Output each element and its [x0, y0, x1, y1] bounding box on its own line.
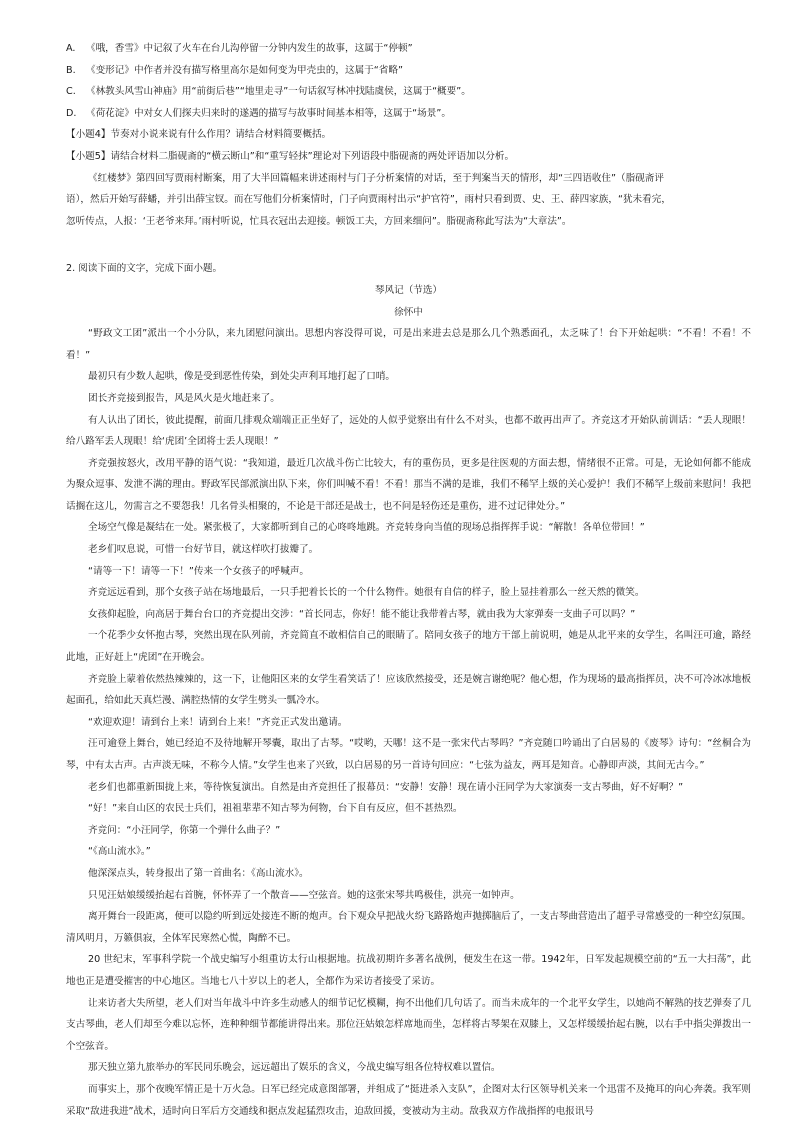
paragraph: 离开舞台一段距离，便可以隐约听到远处接连不断的炮声。台下观众早把战火纷飞路路炮声抛掷脑后了，一支古琴曲营造出了超乎寻常感受的一种空幻氛围。清风明月，万籁俱寂，全体军民寒然心慌，陶醉不已。: [66, 911, 751, 944]
paragraph: 齐竞强按怒火，改用平静的语气说：“我知道，最近几次战斗伤亡比较大，有的重伤员，更多是往医观的方面去想，情绪很不正常。可是，无论如何都不能成为聚众逗事、发泄不满的理由。野政军民部派演出队下来，你们叫喊不看！不看！那当不满的是谁，我们不稀罕上级的关心爱护！我们不稀罕上级前来慰问！我把话搁在这儿，勿需言之不要怨我！几名骨头相聚的，不论是干部还是战士，也不问是轻伤还是重伤，进不过记律处分。”: [66, 457, 751, 512]
options-list: [66, 38, 751, 124]
article-author: 徐怀中: [394, 306, 423, 318]
paragraph: 20 世纪末，军事科学院一个战史编写小组重访太行山根据地。抗战初期许多著名战例，便发生在这一带。1942年，日军发起规模空前的“五一大扫荡”，此地也正是遭受摧害的中心地区。当地七八十岁以上的老人，全都作为采访者接受了采访。: [66, 954, 751, 987]
paragraph: 一个花季少女怀抱古琴，突然出现在队列前，齐竞简直不敢相信自己的眼睛了。陪同女孩子的地方干部上前说明，她是从北平来的女学生，名叫汪可逾，路经此地，正好赶上“虎团”在开晚会。: [66, 630, 751, 664]
question-5: 【小题5】请结合材料二脂砚斋的“横云断山”和“重写轻抹”理论对下列语段中脂砚斋的两处评语加以分析。: [66, 150, 515, 162]
honglou-line-2: 语），然后开始写薛蟠，并引出薛宝钗。而在写他们分析案情时，门子向贾雨村出示“护官符”，雨村只看到贾、史、王、薛四家族，“犹未看完，: [66, 194, 671, 206]
paragraph: “好！”来自山区的农民士兵们，祖祖辈辈不知古琴为何物，台下自有反应，但不甚热烈。: [88, 803, 463, 815]
paragraph: 只见汪姑娘缓缓抬起右首腕，怀怀弄了一个散音——空弦音。她的这张宋琴共鸣极佳，洪亮一如钟声。: [88, 889, 520, 901]
option-d: D. 《荷花淀》中对女人们探夫归来时的遂遇的描写与故事时间基本相等，这属于“场景”。: [66, 107, 451, 119]
paragraph: 让来访者大失所望，老人们对当年战斗中许多生动感人的细节记忆模糊，拘不出他们几句话了。而当未成年的一个北平女学生，以她尚不解熟的技艺弹奏了几支古琴曲，老人们却至今难以忘怀，连种种细节都能讲得出来。那位汪姑娘怎样席地而坐，怎样将古琴架在双膝上，又怎样缓缓抬起右腕，以右手中指尖弹拨出一个空弦音。: [66, 997, 751, 1052]
spacer: [66, 232, 751, 258]
paragraph: 齐竞脸上蒙着依然热辣辣的，这一下，让他阳区来的女学生看笑话了！应该欣然接受，还是婉言谢绝呢？他心想，作为现场的最高指挥员，决不可冷冰冰地板起面孔，给如此天真烂漫、满腔热情的女学生劈头一瓢冷水。: [66, 673, 751, 707]
paragraph: 齐竞问：“小汪同学，你第一个弹什么曲子？”: [88, 824, 281, 836]
paragraph: 团长齐竞接到报告，风是风火是火地赶来了。: [88, 392, 280, 404]
paragraph: 他深深点头，转身报出了第一首曲名：《高山流水》。: [88, 867, 309, 879]
paragraph: “请等一下！请等一下！”传来一个女孩子的呼喊声。: [88, 565, 310, 577]
article-body: [66, 323, 751, 1122]
honglou-line-1: 《红楼梦》第四回写贾雨村断案，用了大半回篇幅来讲述雨村与门子分析案情的对话，至于判案当天的情形，却“三四语收住”（脂砚斋评: [88, 172, 664, 184]
honglou-line-3: 忽听传点，人报：‘王老爷来拜。’雨村听说，忙具衣冠出去迎接。顿饭工夫，方回来细问”。脂砚斋称此写法为“大章法”。: [66, 215, 572, 227]
paragraph: 最初只有少数人起哄，像是受到恶性传染，到处尖声利耳地打起了口哨。: [88, 371, 395, 383]
paragraph: “欢迎欢迎！请到台上来！请到台上来！”齐竞正式发出邀请。: [88, 716, 348, 728]
article-title: 琴风记（节选）: [374, 284, 443, 296]
paragraph: “野政文工团”派出一个小分队，来九团慰问演出。思想内容没得可说，可是出来进去总是那么几个熟悉面孔，太乏味了！台下开始起哄：“不看！不看！不看！”: [66, 328, 751, 361]
paragraph: 而事实上，那个夜晚军情正是十万火急。日军已经完成意图部署，并组成了“挺进杀入支队”，企图对太行区领导机关来一个迅雷不及掩耳的向心奔袭。我军则采取“敌进我进”战术，适时向日军后方交通线和据点发起猛烈攻击，迫敌回援，变被动为主动。敌我双方作战指挥的电报讯号: [66, 1083, 751, 1117]
paragraph: 老乡们叹息说，可惜一台好节目，就这样吹打拔瓣了。: [88, 544, 319, 556]
paragraph: 齐竞远远看到，那个女孩子站在场地最后，一只手把着长长的一个什么物件。她很有自信的样子，脸上显挂着那么一丝天然的微笑。: [88, 587, 645, 599]
section-2-intro: 2. 阅读下面的文字，完成下面小题。: [66, 263, 223, 275]
paragraph: 汪可逾登上舞台，她已经迫不及待地解开琴囊，取出了古琴。“哎哟，天哪！这不是一张宋代古琴吗？”齐竞随口吟诵出了白居易的《废琴》诗句：“丝桐合为琴，中有太古声。古声淡无味，不称今人情。”女学生也来了兴致，以白居易的另一首诗句回应：“七弦为益友，两耳是知音。心静即声淡，其间无古今。”: [66, 738, 751, 771]
question-4: 【小题4】节奏对小说来说有什么作用？请结合材料简要概括。: [66, 129, 332, 141]
paragraph: “《高山流水》。”: [88, 846, 151, 858]
option-b: B. 《变形记》中作者并没有描写格里高尔是如何变为甲壳虫的，这属于“省略”: [66, 64, 403, 76]
option-c: C. 《林教头风雪山神庙》用“前街后巷”“地里走寻”一句话叙写林冲找陆虞侯，这属于“概要”。: [66, 86, 471, 98]
paragraph: 女孩仰起脸，向高居于舞台台口的齐竞提出交涉：“首长同志，你好！能不能让我带着古琴，就由我为大家弹奏一支曲子可以吗？”: [88, 608, 636, 620]
paragraph: 有人认出了团长，彼此提醒，前面几排观众端端正正坐好了，远处的人似乎觉察出有什么不对头，也都不敢再出声了。齐竞这才开始队前训话：“丢人现眼！给八路军丢人现眼！给‘虎团’全团将士丢人现眼！”: [66, 414, 751, 448]
option-a: A. 《哦，香雪》中记叙了火车在台儿沟停留一分钟内发生的故事，这属于“停顿”: [66, 43, 413, 54]
paragraph: 那天独立第九旅举办的军民同乐晚会，远远超出了娱乐的含义，今战史编写组各位特权难以置信。: [88, 1062, 501, 1074]
paragraph: 全场空气像是凝结在一处。紧张极了，大家都听到自己的心咚咚地跳。齐竞转身向当值的现场总指挥挥手说：“解散！各单位带回！”: [88, 522, 645, 534]
paragraph: 老乡们也都重新围拢上来，等待恢复演出。自然是由齐竞担任了报幕员：“安静！安静！现在请小汪同学为大家演奏一支古琴曲，好不好啊？”: [88, 781, 684, 793]
